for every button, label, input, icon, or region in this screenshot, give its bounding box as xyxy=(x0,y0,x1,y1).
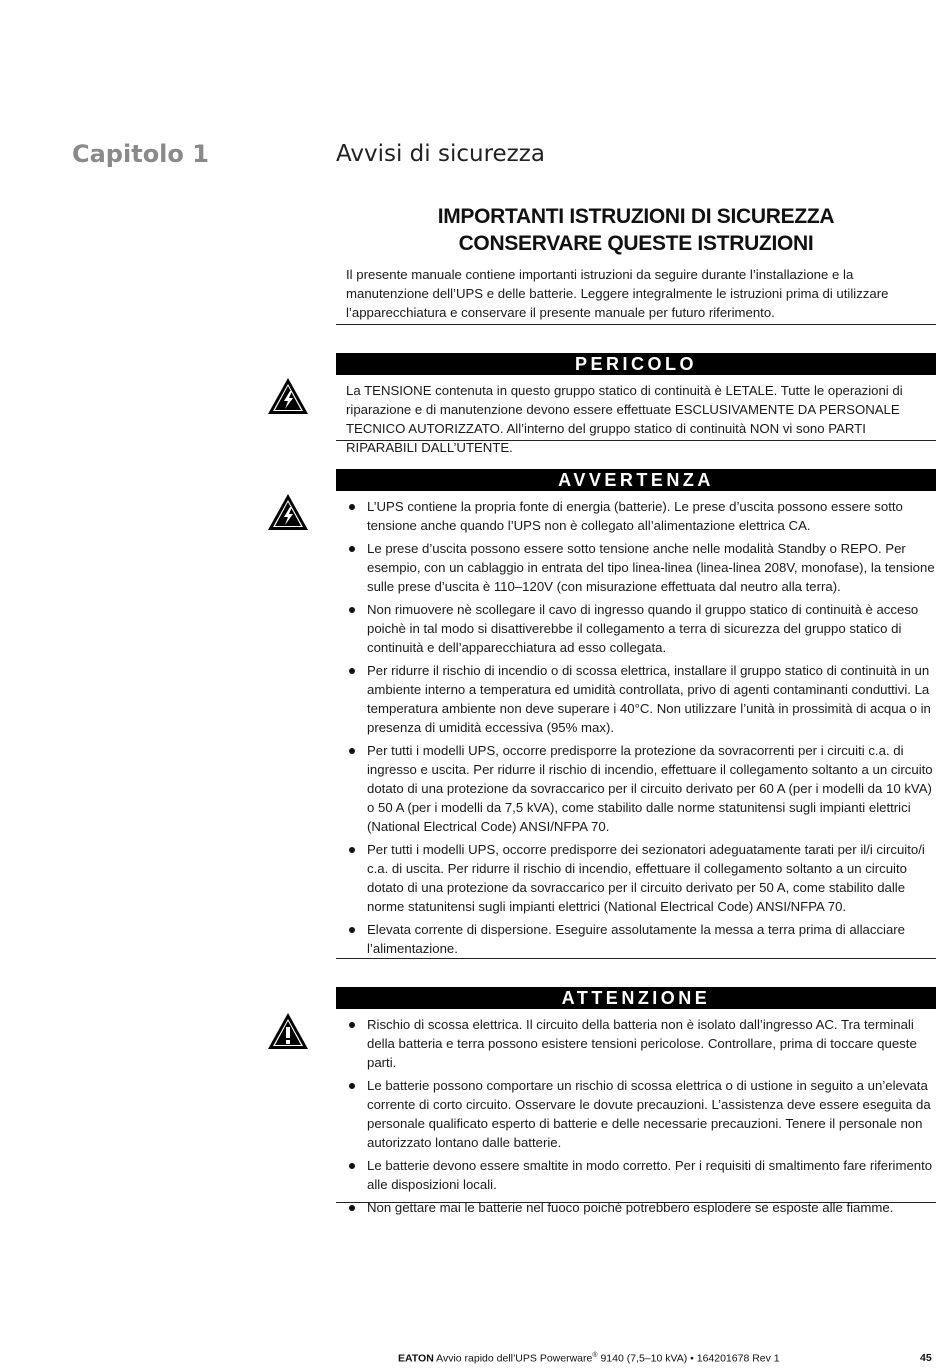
electrical-hazard-icon xyxy=(266,492,310,532)
list-item: Per tutti i modelli UPS, occorre predisporre la protezione da sovracorrenti per i circuiti c.a. di ingresso e uscita. Per ridurre il rischio di incendio, effettuare il collegamento soltanto a un circuito dotato di una protezione da sovraccarico per il circuito derivato per 60 A (per i modelli da 10 kVA) o 50 A (per i modelli da 7,5 kVA), come stabilito dalle norme statunitensi sugli impianti elettrici (National Electrical Code) ANSI/NFPA 70. xyxy=(346,741,936,836)
list-item: Rischio di scossa elettrica. Il circuito della batteria non è isolato dall’ingresso AC. Tra terminali della batteria e terra possono esistere tensioni pericolose. Controllare, prima di toccare queste parti. xyxy=(346,1015,936,1072)
avvertenza-banner: AVVERTENZA xyxy=(336,469,936,491)
divider xyxy=(336,1202,936,1203)
attenzione-banner: ATTENZIONE xyxy=(336,987,936,1009)
attenzione-list xyxy=(346,1015,936,1221)
avvertenza-list xyxy=(346,497,936,962)
list-item: Le prese d’uscita possono essere sotto tensione anche nelle modalità Standby o REPO. Per esempio, con un cablaggio in entrata del tipo linea-linea (linea-linea 208V, monofase), la tensione sulle prese d’uscita è 110–120V (con misurazione effettuata dal neutro alla terra). xyxy=(346,539,936,596)
chapter-title: Avvisi di sicurezza xyxy=(336,141,545,167)
divider xyxy=(336,958,936,959)
chapter-label: Capitolo 1 xyxy=(72,140,209,168)
electrical-hazard-icon xyxy=(266,376,310,416)
list-item: Le batterie devono essere smaltite in modo corretto. Per i requisiti di smaltimento fare riferimento alle disposizioni locali. xyxy=(346,1156,936,1194)
list-item: Non rimuovere nè scollegare il cavo di ingresso quando il gruppo statico di continuità è acceso poichè in tal modo si disattiverebbe il collegamento a terra di sicurezza del gruppo statico di continuità e dell’apparecchiatura ad esso collegata. xyxy=(346,600,936,657)
safety-heading-line1: IMPORTANTI ISTRUZIONI DI SICUREZZA xyxy=(437,205,835,228)
pericolo-banner: PERICOLO xyxy=(336,353,936,375)
list-item: Le batterie possono comportare un rischio di scossa elettrica o di ustione in seguito a un’elevata corrente di corto circuito. Osservare le dovute precauzioni. L’assistenza deve essere eseguita da personale qualificato esperto di batterie e delle necessarie precauzioni. Tenere il personale non autorizzato lontano dalle batterie. xyxy=(346,1076,936,1152)
intro-paragraph: Il presente manuale contiene importanti istruzioni da seguire durante l’installazione e la manutenzione dell’UPS e delle batterie. Leggere integralmente le istruzioni prima di utilizzare l’apparecchiatura e conservare il presente manuale per futuro riferimento. xyxy=(346,267,889,320)
list-item: L’UPS contiene la propria fonte di energia (batterie). Le prese d’uscita possono essere sotto tensione anche quando l’UPS non è collegato all’alimentazione elettrica CA. xyxy=(346,497,936,535)
safety-heading-line2: CONSERVARE QUESTE ISTRUZIONI xyxy=(458,232,814,255)
list-item: Per ridurre il rischio di incendio o di scossa elettrica, installare il gruppo statico di continuità in un ambiente interno a temperatura ed umidità controllata, privo di agenti contaminanti conduttivi. La temperatura ambiente non deve superare i 40°C. Non utilizzare l’unità in prossimità di acqua o in presenza di umidità eccessiva (95% max). xyxy=(346,661,936,737)
exclamation-warning-icon xyxy=(266,1011,310,1051)
page-footer xyxy=(398,1352,780,1365)
footer-text-before: Avvio rapido dell’UPS Powerware xyxy=(436,1352,593,1365)
list-item: Non gettare mai le batterie nel fuoco poichè potrebbero esplodere se esposte alle fiamme. xyxy=(346,1198,936,1217)
page-number: 45 xyxy=(920,1352,932,1364)
footer-registered: ® xyxy=(592,1352,598,1359)
divider xyxy=(336,324,936,325)
divider xyxy=(336,440,936,441)
footer-brand: EATON xyxy=(398,1352,434,1365)
list-item: Per tutti i modelli UPS, occorre predisporre dei sezionatori adeguatamente tarati per il/i circuito/i c.a. di uscita. Per ridurre il rischio di incendio, effettuare il collegamento soltanto a un circuito dotato di una protezione da sovraccarico per il circuito derivato per 50 A, come stabilito dalle norme statunitensi sugli impianti elettrici (National Electrical Code) ANSI/NFPA 70. xyxy=(346,840,936,916)
footer-text-after: 9140 (7,5–10 kVA) • 164201678 Rev 1 xyxy=(600,1352,780,1365)
list-item: Elevata corrente di dispersione. Eseguire assolutamente la messa a terra prima di allacciare l’alimentazione. xyxy=(346,920,936,958)
pericolo-text: La TENSIONE contenuta in questo gruppo statico di continuità è LETALE. Tutte le operazioni di riparazione e di manutenzione devono essere effettuate ESCLUSIVAMENTE DA PERSONALE TECNICO AUTORIZZATO. All’interno del gruppo statico di continuità NON vi sono PARTI RIPARABILI DALL’UTENTE. xyxy=(346,383,903,455)
